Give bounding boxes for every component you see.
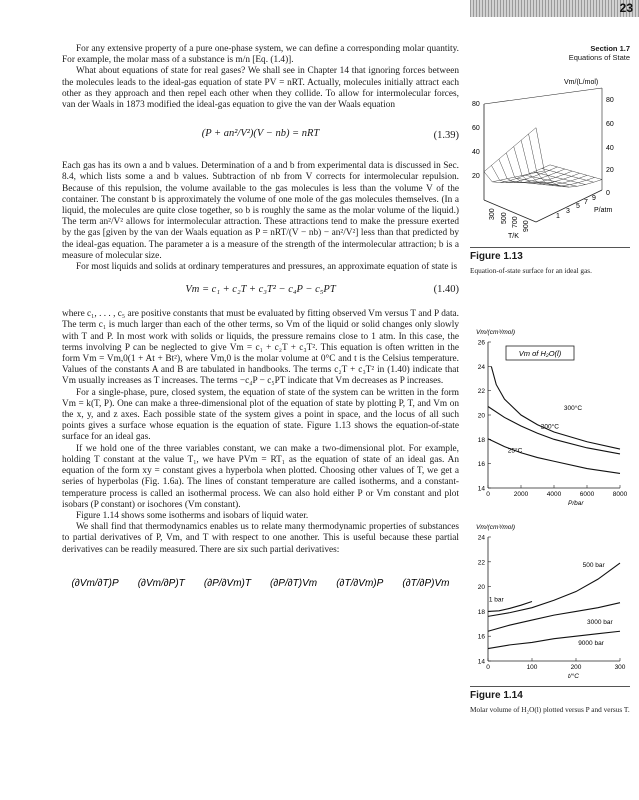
partial-derivative: (∂T/∂Vm)P bbox=[336, 577, 384, 589]
equation-vdw bbox=[62, 116, 459, 156]
paragraph: Each gas has its own a and b values. Determination of a and b from experimental data is discussed in Sec. 8.4, which lists some a and b values. Subtraction of nb from V corrects for intermolecular repulsion. Because of this repulsion, the volume available to the gas molecules is less than the volume V of the container. The constant b is approximately the volume of one mole of the gas molecules themselves. (In a liquid, the molecules are quite close together, so b is roughly the same as the molar volume of the liquid.) The term an²/V² allows for intermolecular attraction. These attractions tend to make the pressure exerted by the gas [given by the van der Waals equation as P = nRT/(V − nb) − an²/V²] less than that predicted by the ideal-gas equation. The parameter a is a measure of the strength of the intermolecular attraction; b is a measure of molecular size. bbox=[62, 161, 459, 261]
figure-1-13-label: Figure 1.13 bbox=[470, 247, 630, 262]
x-tick-label: 8000 bbox=[612, 491, 628, 498]
paragraph: For any extensive property of a pure one-phase system, we can define a corresponding molar quantity. For example, the molar mass of a substance is m/n [Eq. (1.4)]. bbox=[62, 44, 459, 66]
figure-1-13-caption: Equation-of-state surface for an ideal gas. bbox=[470, 266, 592, 275]
page-number: 23 bbox=[619, 1, 633, 15]
partial-derivative: (∂P/∂T)Vm bbox=[270, 577, 318, 589]
p-tick: 9 bbox=[592, 195, 596, 202]
chart-vm-vs-t bbox=[470, 511, 630, 681]
paragraph: What about equations of state for real gases? We shall see in Chapter 14 that ignoring forces between the molecules leads to the ideal-gas equation of state PV = nRT. Actually, molecules initially attract each other as they approach and then repel each other when they collide. To allow for intermolecular forces, van der Waals in 1873 modified the ideal-gas equation to give the van der Waals equation bbox=[62, 66, 459, 111]
equation-number: (1.39) bbox=[433, 130, 459, 142]
series-label: 1 bar bbox=[488, 596, 504, 604]
t-tick: 700 bbox=[512, 216, 519, 228]
figure-1-14-caption: Molar volume of H₂O(l) plotted versus P and versus T. bbox=[470, 705, 630, 714]
t-tick: 900 bbox=[523, 220, 530, 232]
series-line bbox=[491, 366, 620, 449]
surface-isotherm bbox=[514, 147, 580, 185]
section-header bbox=[470, 44, 630, 62]
vm-tick-right: 80 bbox=[606, 97, 614, 104]
x-tick-label: 300 bbox=[614, 664, 626, 671]
paragraph: where c₁, . . . , c₅ are positive constants that must be evaluated by fitting observed Vm versus T and P data. The term c₁ is much larger than each of the other terms, so Vm of the liquid or solid changes only slowly with T and P. In most work with solids or liquids, the pressure remains close to 1 atm. In this case, the terms involving P can be neglected to give Vm = c₁ + c₂T + c₃T². This equation is often written in the form Vm = Vm,0(1 + At + Bt²), where Vm,0 is the molar volume at 0°C and t is the Celsius temperature. Values of the constants A and B are tabulated in handbooks. The terms c₂T + c₃T² in (1.40) indicate that Vm usually increases as T increases. The terms −c₄P − c₅PT indicate that Vm decreases as P increases. bbox=[62, 309, 459, 387]
equation-liquid-body: Vm = c₁ + c₂T + c₃T² − c₄P − c₅PT bbox=[185, 284, 336, 296]
vm-tick-right: 0 bbox=[606, 190, 610, 197]
partial-derivative: (∂Vm/∂P)T bbox=[137, 577, 185, 589]
figure-1-14-label: Figure 1.14 bbox=[470, 686, 630, 701]
y-tick-label: 18 bbox=[477, 436, 485, 444]
p-axis-label: P/atm bbox=[594, 207, 613, 214]
vm-tick-right: 60 bbox=[606, 121, 614, 128]
series-label: 25°C bbox=[507, 447, 523, 455]
series-label: 500 bar bbox=[582, 561, 605, 569]
y-axis-label: Vm/(cm³/mol) bbox=[476, 524, 515, 531]
surface-isobar bbox=[484, 128, 536, 172]
partial-derivatives-svg bbox=[62, 562, 459, 602]
surface-isotherm bbox=[521, 140, 587, 185]
x-tick-label: 0 bbox=[486, 491, 490, 498]
paragraph: If we hold one of the three variables constant, we can make a two-dimensional plot. For example, holding T constant at the value T₁, we have PVm = RT₁ as the equation of state of an ideal gas. An equation of the form xy = constant gives a hyperbola when plotted. Choosing other values of T, we get a series of hyperbolas (Fig. 1.6a). The lines of constant temperature are called isotherms, and a constant-temperature process is called an isothermal process. We can also hold either P or Vm constant and plot isobars (P constant) or isochores (Vm constant). bbox=[62, 443, 459, 510]
y-tick-label: 14 bbox=[477, 485, 485, 493]
vm-tick-right: 20 bbox=[606, 167, 614, 174]
y-tick-label: 14 bbox=[477, 658, 485, 666]
t-axis-label: T/K bbox=[508, 233, 519, 240]
main-text-column bbox=[62, 44, 459, 602]
surface-isotherm bbox=[499, 159, 565, 182]
partial-derivative: (∂T/∂P)Vm bbox=[402, 577, 450, 589]
x-axis-label: t/°C bbox=[568, 673, 579, 680]
x-tick-label: 6000 bbox=[579, 491, 595, 498]
partial-derivative: (∂P/∂Vm)T bbox=[203, 577, 251, 589]
paragraph: For a single-phase, pure, closed system, the equation of state of the system can be written in the form Vm = k(T, P). One can make a three-dimensional plot of the equation of state by plotting P, T, and Vm on the x, y, and z axes. Each possible state of the system gives a point in space, and the locus of all such points gives a surface whose equation is the equation of state. Figure 1.13 shows the equation-of-state surface for an ideal gas. bbox=[62, 387, 459, 443]
figure-1-13-plot bbox=[470, 72, 630, 242]
y-tick-label: 20 bbox=[477, 584, 485, 592]
y-tick-label: 26 bbox=[477, 339, 485, 347]
series-line bbox=[488, 603, 620, 632]
vm-axis-label: Vm/(L/mol) bbox=[564, 79, 599, 86]
x-axis-label: P/bar bbox=[568, 500, 584, 506]
vm-tick: 60 bbox=[472, 125, 480, 132]
y-tick-label: 24 bbox=[477, 363, 485, 371]
y-tick-label: 16 bbox=[477, 461, 485, 469]
equation-vdw-body: (P + an²/V²)(V − nb) = nRT bbox=[201, 128, 320, 140]
series-line bbox=[488, 439, 620, 474]
page-header-bar bbox=[470, 0, 639, 17]
series-label: 200°C bbox=[540, 423, 559, 431]
x-tick-label: 0 bbox=[486, 664, 490, 671]
figure-1-13 bbox=[470, 72, 630, 275]
section-number: Section 1.7 bbox=[590, 44, 630, 53]
equation-number: (1.40) bbox=[433, 284, 459, 296]
y-axis-label: Vm/(cm³/mol) bbox=[476, 329, 515, 336]
y-tick-label: 18 bbox=[477, 608, 485, 616]
partial-derivative: (∂Vm/∂T)P bbox=[71, 577, 119, 589]
t-tick: 300 bbox=[489, 208, 496, 220]
y-tick-label: 22 bbox=[477, 559, 485, 567]
surface-isobar bbox=[509, 181, 561, 186]
section-title: Equations of State bbox=[568, 53, 630, 62]
equation-liquid bbox=[62, 278, 459, 304]
p-tick: 5 bbox=[576, 203, 580, 210]
vm-tick: 80 bbox=[472, 101, 480, 108]
vm-tick-right: 40 bbox=[606, 145, 614, 152]
y-tick-label: 24 bbox=[477, 534, 485, 542]
vm-tick: 40 bbox=[472, 149, 480, 156]
series-label: 9000 bar bbox=[578, 639, 604, 647]
series-label: 300°C bbox=[563, 405, 583, 413]
x-tick-label: 100 bbox=[526, 664, 538, 671]
x-tick-label: 200 bbox=[570, 664, 582, 671]
chart-title: Vm of H₂O(l) bbox=[518, 349, 562, 358]
y-tick-label: 20 bbox=[477, 412, 485, 420]
paragraph: Figure 1.14 shows some isotherms and isobars of liquid water. bbox=[76, 510, 309, 521]
x-tick-label: 2000 bbox=[513, 491, 529, 498]
figure-1-14 bbox=[470, 316, 630, 714]
paragraph: For most liquids and solids at ordinary temperatures and pressures, an approximate equation of state is bbox=[76, 262, 458, 273]
y-tick-label: 22 bbox=[477, 388, 485, 396]
vm-tick: 20 bbox=[472, 173, 480, 180]
chart-vm-vs-p bbox=[470, 316, 630, 506]
p-tick: 1 bbox=[556, 213, 560, 220]
paragraph: We shall find that thermodynamics enables us to relate many thermodynamic properties of substances to partial derivatives of P, Vm, and T with respect to one another. This is useful because these partial derivatives can be readily measured. There are six such partial derivatives: bbox=[62, 522, 459, 555]
y-tick-label: 16 bbox=[477, 633, 485, 641]
p-tick: 7 bbox=[584, 199, 588, 206]
p-tick: 3 bbox=[566, 208, 570, 215]
t-tick: 500 bbox=[501, 212, 508, 224]
x-tick-label: 4000 bbox=[546, 491, 562, 498]
series-label: 3000 bar bbox=[587, 618, 613, 626]
partial-derivatives-row bbox=[62, 562, 459, 602]
